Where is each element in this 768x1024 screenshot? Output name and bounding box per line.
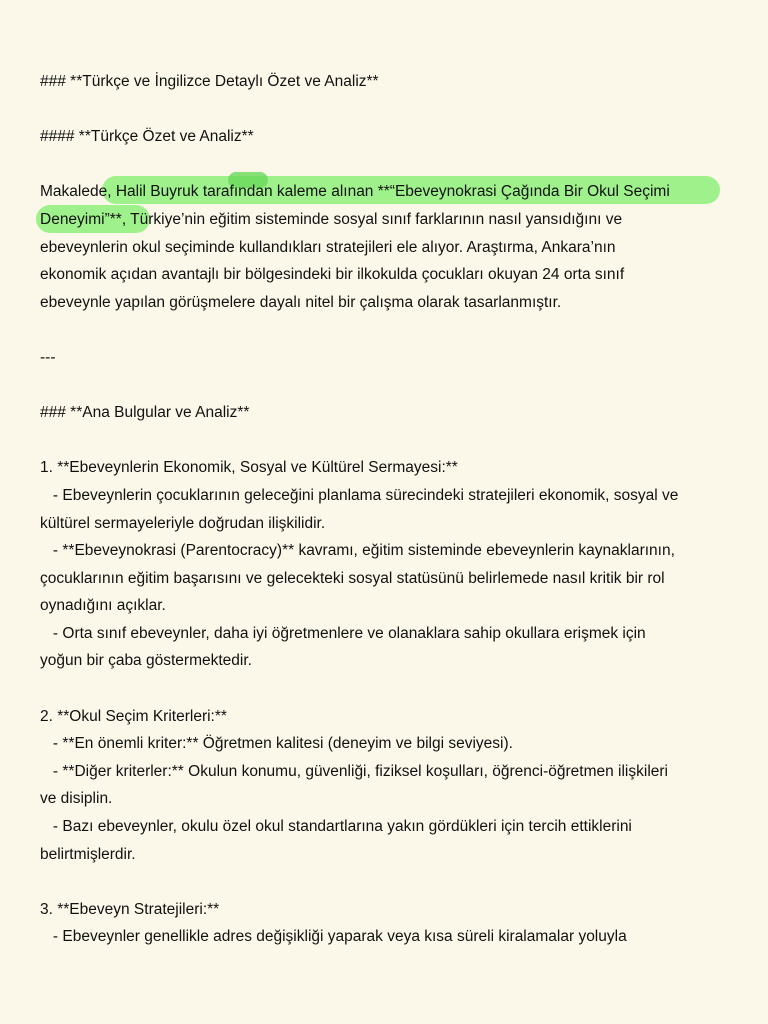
text-line: oynadığını açıklar. bbox=[40, 597, 166, 615]
text-line: - Bazı ebeveynler, okulu özel okul standartlarına yakın gördükleri için tercih ettiklerini bbox=[40, 818, 632, 836]
text-line: 2. **Okul Seçim Kriterleri:** bbox=[40, 707, 227, 725]
text-line: - Ebeveynler genellikle adres değişikliği yaparak veya kısa süreli kiralamalar yoluyla bbox=[40, 928, 627, 946]
blank-line bbox=[40, 96, 740, 124]
blank-line bbox=[40, 427, 740, 455]
text-line: --- bbox=[40, 348, 56, 366]
text-line: - **En önemli kriter:** Öğretmen kalitesi (deneyim ve bilgi seviyesi). bbox=[40, 735, 513, 753]
text-line: belirtmişlerdir. bbox=[40, 845, 136, 863]
text-line: Deneyimi”**, Türkiye’nin eğitim sisteminde sosyal sınıf farklarının nasıl yansıdığını ve bbox=[40, 210, 623, 228]
text-line: ### **Ana Bulgular ve Analiz** bbox=[40, 404, 250, 422]
text-line: #### **Türkçe Özet ve Analiz** bbox=[40, 128, 254, 146]
text-line: yoğun bir çaba göstermektedir. bbox=[40, 652, 252, 670]
text-line: - Orta sınıf ebeveynler, daha iyi öğretmenlere ve olanaklara sahip okullara erişmek için bbox=[40, 624, 646, 642]
document-text bbox=[40, 68, 740, 951]
text-line: çocuklarının eğitim başarısını ve gelecekteki sosyal statüsünü belirlemede nasıl kritik bir rol bbox=[40, 569, 665, 587]
text-line: ebeveynle yapılan görüşmelere dayalı nitel bir çalışma olarak tasarlanmıştır. bbox=[40, 293, 562, 311]
text-line: - Ebeveynlerin çocuklarının geleceğini planlama sürecindeki stratejileri ekonomik, sosyal ve bbox=[40, 486, 679, 504]
text-line: Makalede, Halil Buyruk tarafından kaleme alınan **“Ebeveynokrasi Çağında Bir Okul Seçimi bbox=[40, 183, 670, 201]
text-line: - **Diğer kriterler:** Okulun konumu, güvenliği, fiziksel koşulları, öğrenci-öğretmen ilişkileri bbox=[40, 762, 668, 780]
text-line: ve disiplin. bbox=[40, 790, 113, 808]
blank-line bbox=[40, 868, 740, 896]
text-line: - **Ebeveynokrasi (Parentocracy)** kavramı, eğitim sisteminde ebeveynlerin kaynaklarının, bbox=[40, 542, 675, 560]
blank-line bbox=[40, 372, 740, 400]
text-line: 1. **Ebeveynlerin Ekonomik, Sosyal ve Kültürel Sermayesi:** bbox=[40, 459, 458, 477]
text-line: ebeveynlerin okul seçiminde kullandıkları stratejileri ele alıyor. Araştırma, Ankara’nın bbox=[40, 238, 616, 256]
text-line: ekonomik açıdan avantajlı bir bölgesindeki bir ilkokulda çocukları okuyan 24 orta sınıf bbox=[40, 266, 625, 284]
blank-line bbox=[40, 316, 740, 344]
text-line: ### **Türkçe ve İngilizce Detaylı Özet ve Analiz** bbox=[40, 73, 379, 90]
blank-line bbox=[40, 151, 740, 179]
text-line: 3. **Ebeveyn Stratejileri:** bbox=[40, 900, 220, 918]
blank-line bbox=[40, 675, 740, 703]
text-line: kültürel sermayeleriyle doğrudan ilişkilidir. bbox=[40, 514, 326, 532]
